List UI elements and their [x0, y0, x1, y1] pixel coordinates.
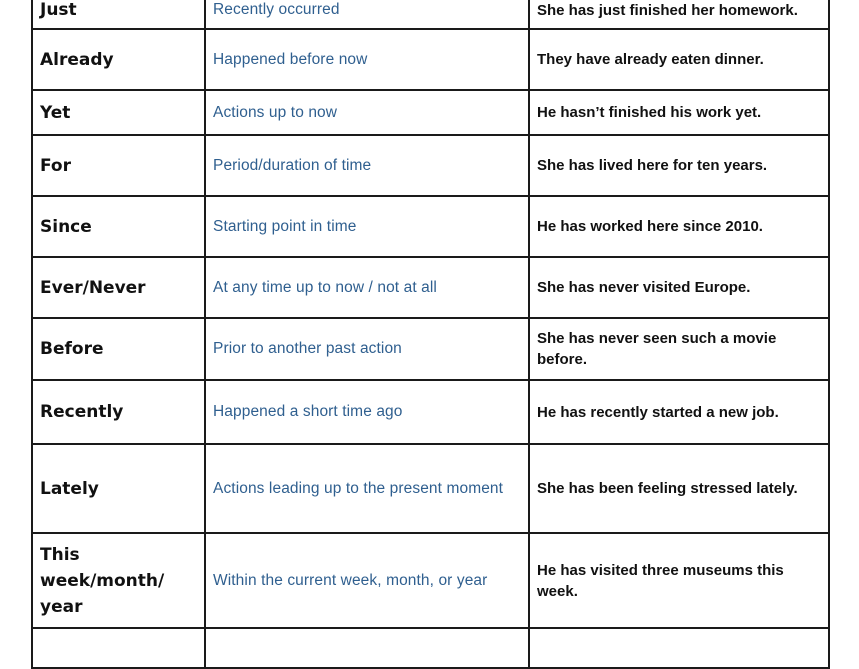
adverb-cell — [32, 533, 205, 628]
adverb-cell — [32, 90, 205, 135]
example-cell — [529, 90, 829, 135]
example-cell — [529, 628, 829, 668]
adverb-cell — [32, 196, 205, 257]
adverb-meaning: Within the current week, month, or year — [213, 571, 488, 589]
adverb-word: Just — [40, 0, 77, 20]
meaning-cell — [205, 444, 529, 533]
adverb-cell — [32, 628, 205, 668]
adverb-meaning: Happened before now — [213, 50, 368, 68]
adverb-meaning: Actions up to now — [213, 103, 338, 121]
adverb-cell — [32, 318, 205, 380]
example-cell — [529, 29, 829, 90]
meaning-cell — [205, 380, 529, 444]
table-row — [32, 196, 829, 257]
example-sentence: He has worked here since 2010. — [537, 218, 763, 235]
adverb-meaning: Actions leading up to the present moment — [213, 479, 504, 497]
table-row — [32, 29, 829, 90]
adverb-word: Before — [40, 339, 104, 359]
adverb-meaning: Happened a short time ago — [213, 403, 403, 420]
example-sentence: He hasn’t finished his work yet. — [537, 104, 762, 121]
meaning-cell — [205, 135, 529, 196]
example-cell — [529, 196, 829, 257]
table-row — [32, 0, 829, 29]
adverbs-table — [31, 0, 830, 669]
example-cell — [529, 257, 829, 318]
adverb-meaning: At any time up to now / not at all — [213, 278, 437, 296]
example-cell — [529, 380, 829, 444]
example-cell — [529, 0, 829, 29]
table-row — [32, 90, 829, 135]
example-sentence: She has never visited Europe. — [537, 279, 751, 296]
meaning-cell — [205, 318, 529, 380]
adverb-word: This week/month/ year — [40, 544, 165, 617]
table-row — [32, 380, 829, 444]
adverb-cell — [32, 0, 205, 29]
adverb-cell — [32, 444, 205, 533]
table-row — [32, 444, 829, 533]
table-row — [32, 318, 829, 380]
example-sentence: She has just finished her homework. — [537, 1, 798, 19]
example-sentence: They have already eaten dinner. — [537, 51, 764, 68]
example-sentence: He has visited three museums this week. — [537, 561, 784, 600]
table-row — [32, 628, 829, 668]
example-cell — [529, 318, 829, 380]
adverb-word: For — [40, 155, 71, 176]
meaning-cell — [205, 257, 529, 318]
adverb-meaning: Starting point in time — [213, 217, 357, 235]
example-sentence: She has been feeling stressed lately. — [537, 480, 798, 497]
adverb-word: Lately — [40, 478, 99, 499]
meaning-cell — [205, 196, 529, 257]
example-sentence: She has never seen such a movie before. — [537, 330, 777, 368]
adverb-word: Since — [40, 216, 92, 237]
table-row — [32, 135, 829, 196]
adverb-word: Yet — [40, 102, 71, 123]
adverb-cell — [32, 380, 205, 444]
adverb-meaning: Prior to another past action — [213, 340, 402, 357]
adverbs-table-container — [31, 0, 828, 669]
meaning-cell — [205, 29, 529, 90]
table-row — [32, 257, 829, 318]
example-sentence: She has lived here for ten years. — [537, 157, 768, 174]
meaning-cell — [205, 533, 529, 628]
adverb-word: Already — [40, 49, 114, 70]
meaning-cell — [205, 0, 529, 29]
example-sentence: He has recently started a new job. — [537, 403, 779, 421]
adverb-meaning: Recently occurred — [213, 1, 340, 18]
meaning-cell — [205, 90, 529, 135]
table-row — [32, 533, 829, 628]
adverb-word: Ever/Never — [40, 277, 146, 298]
adverb-cell — [32, 29, 205, 90]
adverb-cell — [32, 257, 205, 318]
adverb-cell — [32, 135, 205, 196]
example-cell — [529, 533, 829, 628]
example-cell — [529, 444, 829, 533]
meaning-cell — [205, 628, 529, 668]
adverb-word: Recently — [40, 402, 124, 422]
adverb-meaning: Period/duration of time — [213, 156, 372, 174]
example-cell — [529, 135, 829, 196]
